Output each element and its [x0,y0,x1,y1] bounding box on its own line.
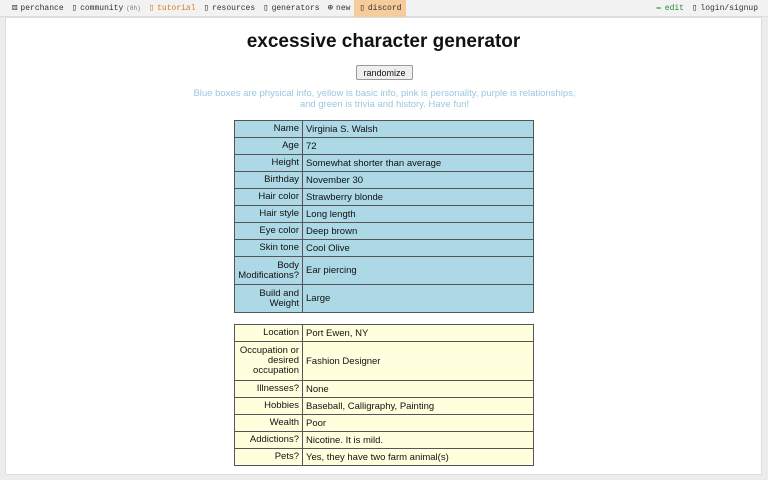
field-value: Ear piercing [303,257,534,285]
nav-generators-label: generators [271,3,320,13]
physical-info-table [234,120,534,313]
table-row [235,172,534,189]
field-value: Large [303,285,534,313]
nav-generators[interactable] [259,0,323,17]
field-label: Illnesses? [235,381,303,398]
table-row [235,206,534,223]
new-icon: ⊕ [327,3,334,13]
randomize-button[interactable]: randomize [356,65,413,80]
field-label: Height [235,155,303,172]
table-row [235,240,534,257]
table-row [235,381,534,398]
top-nav-bar [0,0,768,17]
table-row [235,415,534,432]
field-label: Skin tone [235,240,303,257]
field-label: Hair color [235,189,303,206]
field-label: Birthday [235,172,303,189]
field-label: Eye color [235,223,303,240]
resources-icon: ▯ [203,3,209,13]
field-label: Name [235,121,303,138]
nav-right-group [652,0,768,17]
table-row [235,121,534,138]
table-row [235,432,534,449]
nav-new[interactable] [324,0,355,17]
nav-community[interactable] [68,0,145,17]
field-value: Somewhat shorter than average [303,155,534,172]
field-label: Occupation or desired occupation [235,342,303,381]
nav-perchance[interactable] [8,0,68,17]
table-row [235,155,534,172]
discord-icon: ▯ [359,3,365,13]
field-value: 72 [303,138,534,155]
field-value: Deep brown [303,223,534,240]
field-label: Build and Weight [235,285,303,313]
field-value: Cool Olive [303,240,534,257]
table-row [235,449,534,466]
nav-resources[interactable] [200,0,260,17]
field-value: Port Ewen, NY [303,325,534,342]
table-row [235,285,534,313]
login-icon: ▯ [691,3,698,13]
field-label: Wealth [235,415,303,432]
field-label: Age [235,138,303,155]
community-icon: ▯ [71,3,78,13]
table-row [235,325,534,342]
nav-login-label: login/signup [700,3,758,13]
community-badge: (8h) [126,4,141,12]
field-value: Fashion Designer [303,342,534,381]
nav-resources-label: resources [211,3,256,13]
table-row [235,189,534,206]
table-row [235,398,534,415]
nav-new-label: new [336,3,351,13]
field-label: Hair style [235,206,303,223]
field-value: Virginia S. Walsh [303,121,534,138]
field-value: Strawberry blonde [303,189,534,206]
basic-info-table [234,324,534,466]
nav-discord-label: discord [367,3,402,13]
table-row [235,257,534,285]
nav-community-label: community [80,3,124,13]
pencil-icon: ✏ [656,3,662,13]
generators-icon: ▯ [263,3,269,13]
field-value: Poor [303,415,534,432]
nav-left-group [0,0,406,17]
nav-edit-label: edit [664,3,684,13]
field-value: Nicotine. It is mild. [303,432,534,449]
field-value: November 30 [303,172,534,189]
table-row [235,342,534,381]
table-row [235,223,534,240]
nav-discord[interactable] [354,0,406,17]
field-label: Addictions? [235,432,303,449]
field-label: Hobbies [235,398,303,415]
field-label: Location [235,325,303,342]
table-row [235,138,534,155]
field-value: None [303,381,534,398]
dice-icon: ⚄ [12,3,18,13]
nav-tutorial-label: tutorial [157,3,196,13]
field-value: Baseball, Calligraphy, Painting [303,398,534,415]
nav-login[interactable] [688,0,762,17]
tutorial-icon: ▯ [148,3,155,13]
nav-tutorial[interactable] [145,0,200,17]
nav-edit[interactable] [652,0,688,17]
field-value: Long length [303,206,534,223]
nav-perchance-label: perchance [20,3,64,13]
generator-page [5,17,762,475]
field-label: Pets? [235,449,303,466]
page-title: excessive character generator [246,31,521,52]
field-value: Yes, they have two farm animal(s) [303,449,534,466]
field-label: Body Modifications? [235,257,303,285]
color-legend-text: Blue boxes are physical info, yellow is basic info, pink is personality, purple is relationships, and green is trivia and history. Have fun! [193,88,576,110]
